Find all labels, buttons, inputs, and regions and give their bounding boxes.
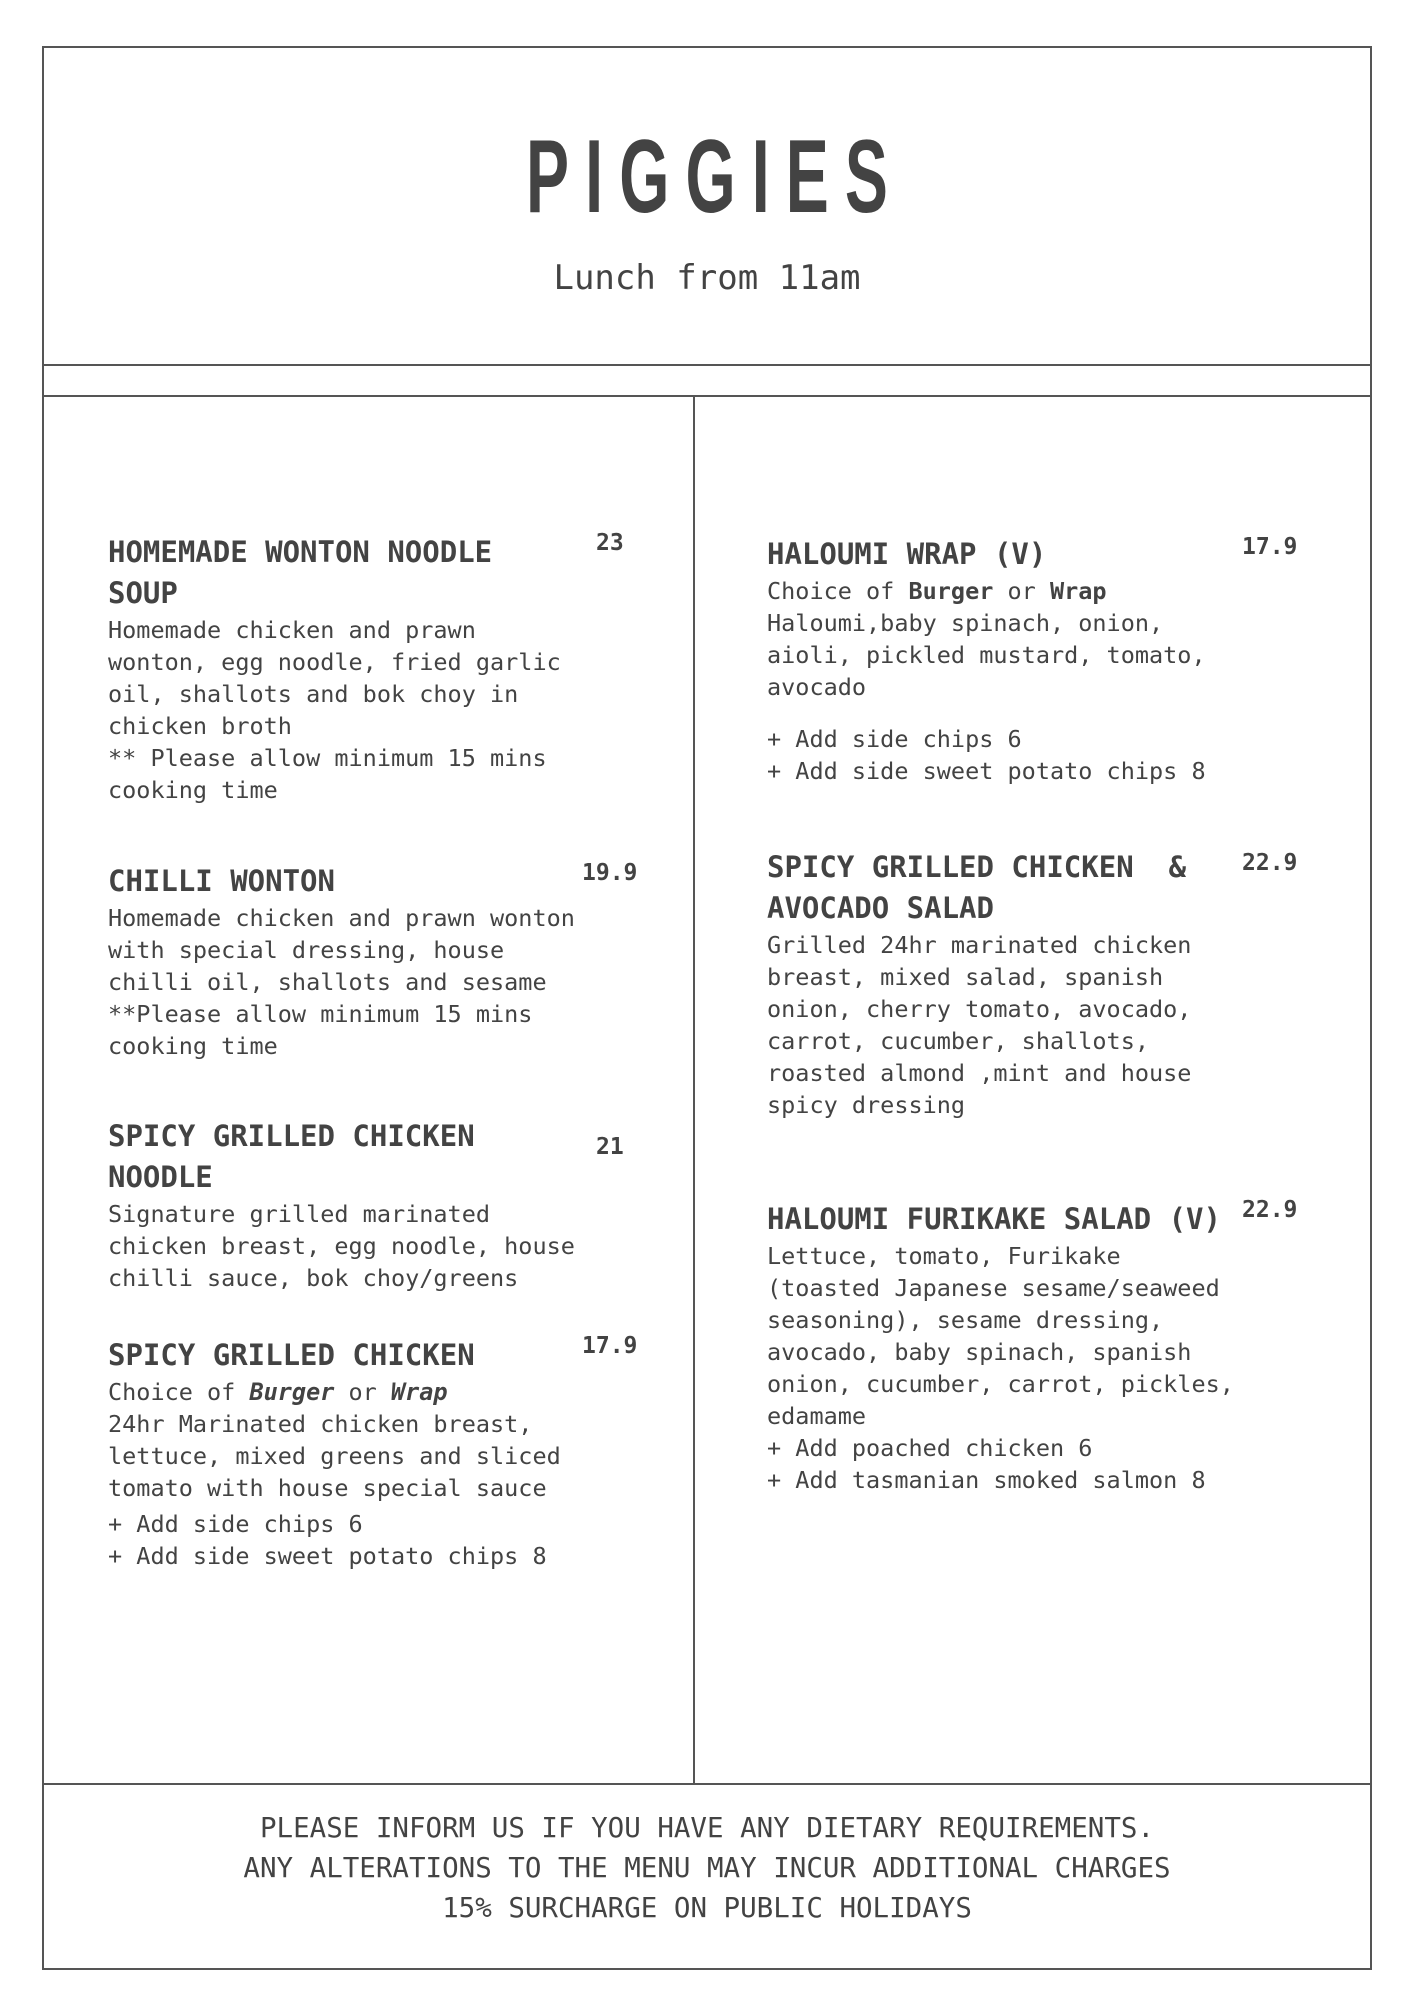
item-description: Haloumi,baby spinach, onion, aioli, pickled mustard, tomato, avocado	[767, 609, 1206, 701]
item-description: Signature grilled marinated chicken breast, egg noodle, house chilli sauce, bok choy/greens	[108, 1200, 575, 1292]
item-choice: Choice of Burger or Wrap	[108, 1378, 448, 1406]
item-addons: + Add poached chicken 6 + Add tasmanian smoked salmon 8	[767, 1434, 1206, 1494]
item-choice: Choice of Burger or Wrap	[767, 577, 1107, 605]
item-name: HOMEMADE WONTON NOODLE SOUP	[108, 535, 493, 610]
item-price: 21	[596, 1134, 624, 1160]
item-description: Grilled 24hr marinated chicken breast, mixed salad, spanish onion, cherry tomato, avocado, carrot, cucumber, shallots, roasted almond ,mint and house spicy dressing	[767, 931, 1192, 1119]
item-name: CHILLI WONTON	[108, 864, 335, 898]
item-description: Homemade chicken and prawn wonton with special dressing, house chilli oil, shallots and sesame **Please allow minimum 15 mins cooking time	[108, 904, 575, 1060]
menu-item-spicy-chicken-burger	[108, 1335, 588, 1572]
menu-subtitle: Lunch from 11am	[553, 258, 861, 298]
header-divider-top	[42, 364, 1372, 366]
item-addons: + Add side chips 6 + Add side sweet potato chips 8	[767, 725, 1206, 785]
restaurant-title: PIGGIES	[526, 119, 905, 235]
menu-item-spicy-chicken-noodle	[108, 1116, 588, 1294]
footer-line: PLEASE INFORM US IF YOU HAVE ANY DIETARY REQUIREMENTS.	[259, 1812, 1155, 1844]
item-price: 22.9	[1242, 850, 1298, 876]
item-price: 19.9	[582, 860, 638, 886]
menu-item-wonton-noodle-soup	[108, 532, 588, 806]
item-price: 22.9	[1242, 1197, 1298, 1223]
footer-line: 15% SURCHARGE ON PUBLIC HOLIDAYS	[442, 1892, 972, 1924]
item-name: HALOUMI FURIKAKE SALAD (V)	[767, 1202, 1221, 1236]
menu-item-haloumi-wrap	[767, 534, 1247, 787]
column-divider	[693, 397, 695, 1785]
header-divider-bottom	[42, 395, 1372, 397]
item-description: Lettuce, tomato, Furikake (toasted Japanese sesame/seaweed seasoning), sesame dressing, avocado, baby spinach, spanish onion, cucumber, carrot, pickles, edamame	[767, 1242, 1234, 1430]
item-name: SPICY GRILLED CHICKEN	[108, 1338, 475, 1372]
item-price: 17.9	[582, 1333, 638, 1359]
item-name: HALOUMI WRAP (V)	[767, 537, 1047, 571]
item-addons: + Add side chips 6 + Add side sweet potato chips 8	[108, 1510, 547, 1570]
item-name: SPICY GRILLED CHICKEN & AVOCADO SALAD	[767, 850, 1187, 925]
menu-item-chicken-avocado-salad	[767, 847, 1247, 1121]
footer-divider	[42, 1783, 1372, 1785]
menu-item-chilli-wonton	[108, 861, 588, 1062]
item-price: 17.9	[1242, 534, 1298, 560]
item-name: SPICY GRILLED CHICKEN NOODLE	[108, 1119, 475, 1194]
menu-item-haloumi-furikake-salad	[767, 1199, 1247, 1496]
item-price: 23	[596, 530, 624, 556]
item-description: Homemade chicken and prawn wonton, egg noodle, fried garlic oil, shallots and bok choy in chicken broth ** Please allow minimum 15 mins cooking time	[108, 616, 561, 804]
footer-notice	[0, 1808, 1414, 1928]
footer-line: ANY ALTERATIONS TO THE MENU MAY INCUR ADDITIONAL CHARGES	[243, 1852, 1171, 1884]
item-description: 24hr Marinated chicken breast, lettuce, mixed greens and sliced tomato with house special sauce	[108, 1410, 561, 1502]
